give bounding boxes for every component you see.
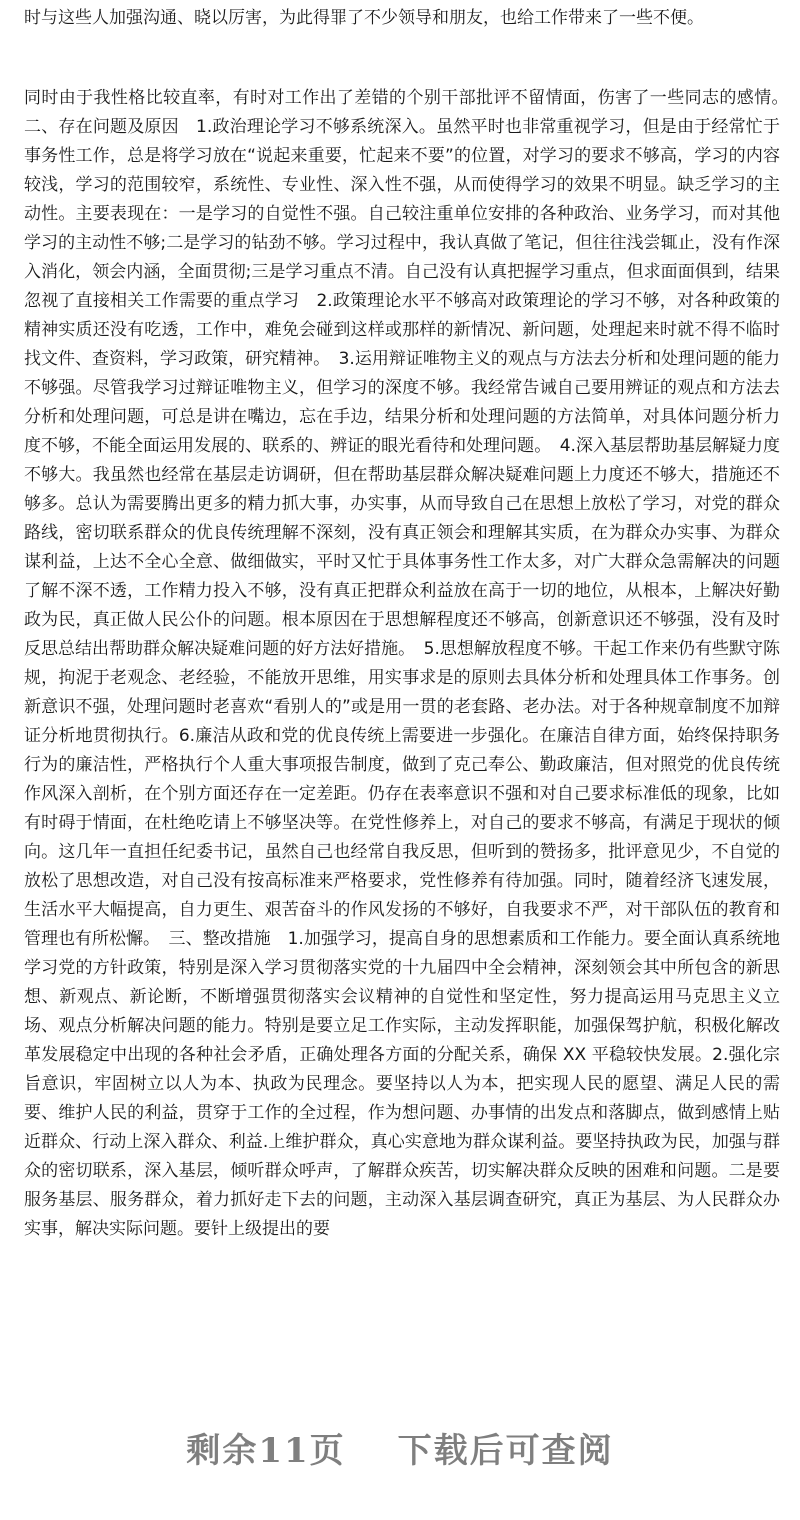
document-top-line: 时与这些人加强沟通、晓以厉害，为此得罪了不少领导和朋友，也给工作带来了一些不便。 <box>24 8 704 28</box>
download-to-view-label[interactable]: 下载后可查阅 <box>397 1430 614 1471</box>
download-prompt-banner[interactable] <box>0 1412 800 1482</box>
document-body <box>24 84 797 1244</box>
remaining-pages-label[interactable]: 剩余11页 <box>186 1430 346 1471</box>
document-body-paragraph: 同时由于我性格比较直率，有时对工作出了差错的个别干部批评不留情面，伤害了一些同志的感情。 二、存在问题及原因 1.政治理论学习不够系统深入。虽然平时也非常重视学习，但是由于经常忙于事务性工作，总是将学习放在“说起来重要，忙起来不要”的位置，对学习的要求不够高，学习的内容较浅，学习的范围较窄，系统性、专业性、深入性不强，从而使得学习的效果不明显。缺乏学习的主动性。主要表现在：一是学习的自觉性不强。自己较注重单位安排的各种政治、业务学习，而对其他学习的主动性不够;二是学习的钻劲不够。学习过程中，我认真做了笔记，但往往浅尝辄止，没有作深入消化，领会内涵，全面贯彻;三是学习重点不清。自己没有认真把握学习重点，但求面面俱到，结果忽视了直接相关工作需要的重点学习 2.政策理论水平不够高对政策理论的学习不够，对各种政策的精神实质还没有吃透，工作中，难免会碰到这样或那样的新情况、新问题，处理起来时就不得不临时找文件、查资料，学习政策，研究精神。 3.运用辩证唯物主义的观点与方法去分析和处理问题的能力不够强。尽管我学习过辩证唯物主义，但学习的深度不够。我经常告诫自己要用辨证的观点和方法去分析和处理问题，可总是讲在嘴边，忘在手边，结果分析和处理问题的方法简单，对具体问题分析力度不够，不能全面运用发展的、联系的、辨证的眼光看待和处理问题。 4.深入基层帮助基层解疑力度不够大。我虽然也经常在基层走访调研，但在帮助基层群众解决疑难问题上力度还不够大，措施还不够多。总认为需要腾出更多的精力抓大事，办实事，从而导致自己在思想上放松了学习，对党的群众路线，密切联系群众的优良传统理解不深刻，没有真正领会和理解其实质，在为群众办实事、为群众谋利益，上达不全心全意、做细做实，平时又忙于具体事务性工作太多，对广大群众急需解决的问题了解不深不透，工作精力投入不够，没有真正把群众利益放在高于一切的地位，从根本，上解决好勤政为民，真正做人民公仆的问题。根本原因在于思想解程度还不够高，创新意识还不够强，没有及时反思总结出帮助群众解决疑难问题的好方法好措施。 5.思想解放程度不够。干起工作来仍有些默守陈规，拘泥于老观念、老经验，不能放开思维，用实事求是的原则去具体分析和处理具体工作事务。创新意识不强，处理问题时老喜欢“看别人的”或是用一贯的老套路、老办法。对于各种规章制度不加辩证分析地贯彻执行。6.廉洁从政和党的优良传统上需要进一步强化。在廉洁自律方面，始终保持职务行为的廉洁性，严格执行个人重大事项报告制度，做到了克己奉公、勤政廉洁，但对照党的优良传统作风深入剖析，在个别方面还存在一定差距。仍存在表率意识不强和对自己要求标准低的现象，比如有时碍于情面，在杜绝吃请上不够坚决等。在党性修养上，对自己的要求不够高，有满足于现状的倾向。这几年一直担任纪委书记，虽然自己也经常自我反思，但听到的赞扬多，批评意见少，不自觉的放松了思想改造，对自己没有按高标准来严格要求，党性修养有待加强。同时，随着经济飞速发展，生活水平大幅提高，自力更生、艰苦奋斗的作风发扬的不够好，自我要求不严，对干部队伍的教育和管理也有所松懈。 三、整改措施 1.加强学习，提高自身的思想素质和工作能力。要全面认真系统地学习党的方针政策，特别是深入学习贯彻落实党的十九届四中全会精神，深刻领会其中所包含的新思想、新观点、新论断，不断增强贯彻落实会议精神的自觉性和坚定性，努力提高运用马克思主义立场、观点分析解决问题的能力。特别是要立足工作实际，主动发挥职能，加强保驾护航，积极化解改革发展稳定中出现的各种社会矛盾，正确处理各方面的分配关系，确保 XX 平稳较快发展。2.强化宗旨意识，牢固树立以人为本、执政为民理念。要坚持以人为本，把实现人民的愿望、满足人民的需要、维护人民的利益，贯穿于工作的全过程，作为想问题、办事情的出发点和落脚点，做到感情上贴近群众、行动上深入群众、利益.上维护群众，真心实意地为群众谋利益。要坚持执政为民，加强与群众的密切联系，深入基层，倾听群众呼声，了解群众疾苦，切实解决群众反映的困难和问题。二是要服务基层、服务群众，着力抓好走下去的问题，主动深入基层调查研究，真正为基层、为人民群众办实事，解决实际问题。要针上级提出的要 <box>24 88 797 1239</box>
